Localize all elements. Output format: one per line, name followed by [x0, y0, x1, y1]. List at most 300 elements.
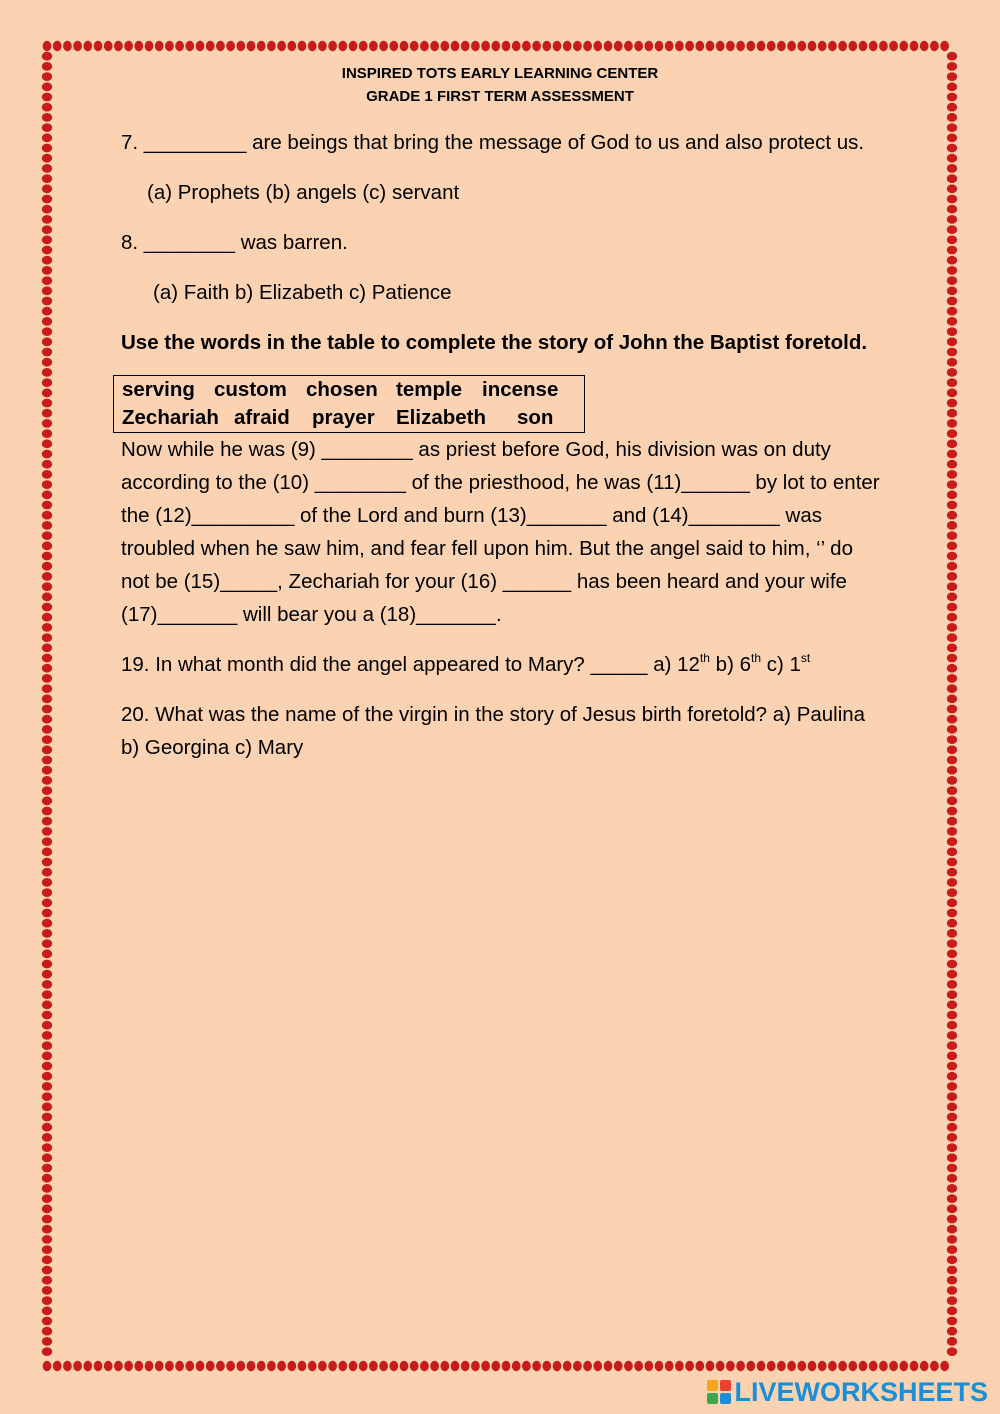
border-bead	[481, 41, 490, 51]
border-bead	[947, 1164, 957, 1173]
border-bead	[216, 41, 225, 51]
border-bead	[42, 113, 52, 122]
border-bead	[930, 41, 939, 51]
border-bead	[42, 990, 52, 999]
border-bead	[42, 450, 52, 459]
word-custom: custom	[214, 378, 287, 401]
border-bead	[947, 429, 957, 438]
border-bead	[947, 960, 957, 969]
word-son: son	[517, 406, 554, 429]
border-bead	[185, 1361, 194, 1371]
border-bead	[947, 286, 957, 295]
border-bead	[42, 868, 52, 877]
school-name: INSPIRED TOTS EARLY LEARNING CENTER	[341, 65, 659, 82]
border-bead	[940, 1361, 949, 1371]
border-bead	[42, 664, 52, 673]
border-bead	[338, 1361, 347, 1371]
border-bead	[42, 603, 52, 612]
border-bead	[947, 888, 957, 897]
border-bead	[328, 41, 337, 51]
instruction-text: Use the words in the table to complete the story of John the Baptist foretold.	[121, 331, 868, 354]
border-bead	[947, 684, 957, 693]
border-bead	[947, 317, 957, 326]
border-bead	[947, 827, 957, 836]
border-bead	[42, 949, 52, 958]
border-bead	[947, 898, 957, 907]
border-bead	[42, 174, 52, 183]
border-bead	[42, 725, 52, 734]
border-bead	[257, 1361, 266, 1371]
border-bead	[42, 1011, 52, 1020]
border-bead	[947, 970, 957, 979]
border-bead	[42, 133, 52, 142]
border-bead	[42, 409, 52, 418]
border-bead	[947, 919, 957, 928]
border-bead	[42, 613, 52, 622]
border-bead	[461, 41, 470, 51]
border-bead	[42, 266, 52, 275]
border-bead	[42, 592, 52, 601]
border-bead	[42, 235, 52, 244]
border-bead	[757, 41, 766, 51]
border-bead	[267, 1361, 276, 1371]
border-bead	[947, 388, 957, 397]
border-bead	[491, 41, 500, 51]
border-bead	[947, 1102, 957, 1111]
border-bead	[947, 592, 957, 601]
border-bead	[947, 246, 957, 255]
border-bead	[947, 490, 957, 499]
border-bead	[726, 41, 735, 51]
border-bead	[573, 41, 582, 51]
border-bead	[522, 41, 531, 51]
border-bead	[124, 1361, 133, 1371]
border-bead	[42, 898, 52, 907]
border-bead	[947, 348, 957, 357]
border-bead	[328, 1361, 337, 1371]
border-bead	[947, 235, 957, 244]
question-20: 20. What was the name of the virgin in the story of Jesus birth foretold? a) Paulina b) Georgina c) Mary	[121, 703, 866, 759]
border-bead	[42, 1031, 52, 1040]
border-bead	[42, 1296, 52, 1305]
border-bead	[42, 970, 52, 979]
border-bead	[42, 1072, 52, 1081]
border-bead	[767, 1361, 776, 1371]
border-bead	[42, 399, 52, 408]
border-bead	[859, 41, 868, 51]
border-bead	[42, 1255, 52, 1264]
word-chosen: chosen	[306, 378, 378, 401]
border-bead	[869, 1361, 878, 1371]
border-bead	[947, 266, 957, 275]
border-bead	[947, 337, 957, 346]
border-bead	[42, 745, 52, 754]
border-bead	[930, 1361, 939, 1371]
liveworksheets-logo-icon	[706, 1379, 732, 1405]
border-bead	[410, 41, 419, 51]
border-bead	[471, 41, 480, 51]
story-passage: Now while he was (9) ________ as priest before God, his division was on duty according to the (10) ________ of the priesthood, he was (11)______ by lot to enter the (12)_________ of the Lord and burn (13)_______ and (14)________ was troubled when he saw him, and fear fell upon him. But the angel said to him, ‘’ do not be (15)_____, Zechariah for your (16) ______ has been heard and your wife (17)_______ will bear you a (18)_______.	[121, 438, 880, 626]
border-bead	[947, 796, 957, 805]
border-bead	[145, 41, 154, 51]
border-bead	[947, 552, 957, 561]
border-bead	[947, 144, 957, 153]
border-bead	[42, 1062, 52, 1071]
border-bead	[42, 817, 52, 826]
border-bead	[828, 1361, 837, 1371]
border-bead	[42, 205, 52, 214]
border-bead	[797, 41, 806, 51]
border-bead	[522, 1361, 531, 1371]
border-bead	[947, 613, 957, 622]
border-bead	[879, 1361, 888, 1371]
border-bead	[42, 276, 52, 285]
border-bead	[512, 41, 521, 51]
border-bead	[42, 1082, 52, 1091]
border-bead	[42, 633, 52, 642]
border-bead	[42, 256, 52, 265]
border-bead	[257, 41, 266, 51]
border-bead	[42, 1204, 52, 1213]
border-bead	[42, 1286, 52, 1295]
word-elizabeth: Elizabeth	[396, 406, 486, 429]
border-bead	[947, 511, 957, 520]
border-bead	[42, 1306, 52, 1315]
border-bead	[42, 307, 52, 316]
border-bead	[947, 276, 957, 285]
border-bead	[947, 1337, 957, 1346]
border-bead	[400, 41, 409, 51]
border-bead	[665, 1361, 674, 1371]
border-bead	[42, 439, 52, 448]
question-7-options: (a) Prophets (b) angels (c) servant	[147, 181, 460, 204]
border-bead	[42, 1133, 52, 1142]
border-bead	[42, 735, 52, 744]
border-bead	[42, 888, 52, 897]
border-bead	[899, 41, 908, 51]
border-bead	[318, 1361, 327, 1371]
border-bead	[947, 399, 957, 408]
border-bead	[947, 378, 957, 387]
border-bead	[42, 1194, 52, 1203]
border-bead	[430, 1361, 439, 1371]
border-bead	[42, 1000, 52, 1009]
border-bead	[42, 1276, 52, 1285]
border-bead	[726, 1361, 735, 1371]
border-bead	[42, 1123, 52, 1132]
border-bead	[73, 1361, 82, 1371]
border-bead	[440, 1361, 449, 1371]
border-bead	[808, 41, 817, 51]
border-bead	[947, 164, 957, 173]
border-bead	[757, 1361, 766, 1371]
border-bead	[947, 572, 957, 581]
border-bead	[910, 1361, 919, 1371]
border-bead	[910, 41, 919, 51]
border-bead	[947, 1123, 957, 1132]
border-bead	[430, 41, 439, 51]
border-bead	[104, 1361, 113, 1371]
border-bead	[42, 184, 52, 193]
border-bead	[947, 1011, 957, 1020]
border-bead	[624, 41, 633, 51]
border-bead	[42, 909, 52, 918]
border-bead	[236, 1361, 245, 1371]
border-bead	[42, 1143, 52, 1152]
word-bank-row-2	[122, 404, 584, 432]
border-bead	[226, 41, 235, 51]
question-8: 8. ________ was barren.	[121, 231, 348, 254]
border-bead	[42, 164, 52, 173]
border-bead	[369, 1361, 378, 1371]
border-bead	[206, 41, 215, 51]
border-bead	[947, 807, 957, 816]
border-bead	[287, 41, 296, 51]
border-bead	[42, 1041, 52, 1050]
border-bead	[43, 1361, 52, 1371]
border-bead	[947, 439, 957, 448]
word-temple: temple	[396, 378, 463, 401]
border-bead	[685, 1361, 694, 1371]
border-bead	[420, 1361, 429, 1371]
border-bead	[947, 1092, 957, 1101]
question-19-text: 19. In what month did the angel appeared to Mary? _____ a) 12	[121, 653, 700, 676]
border-bead	[818, 41, 827, 51]
border-bead	[42, 215, 52, 224]
border-bead	[42, 368, 52, 377]
border-bead	[899, 1361, 908, 1371]
border-bead	[42, 705, 52, 714]
border-bead	[947, 184, 957, 193]
border-bead	[42, 807, 52, 816]
border-bead	[859, 1361, 868, 1371]
border-bead	[471, 1361, 480, 1371]
border-bead	[563, 41, 572, 51]
border-bead	[94, 41, 103, 51]
border-bead	[947, 705, 957, 714]
border-bead	[42, 919, 52, 928]
border-bead	[940, 41, 949, 51]
border-bead	[42, 144, 52, 153]
border-bead	[947, 929, 957, 938]
word-zechariah: Zechariah	[122, 406, 219, 429]
border-bead	[947, 1031, 957, 1040]
word-bank-row-1	[122, 376, 584, 404]
border-bead	[553, 41, 562, 51]
border-bead	[63, 41, 72, 51]
border-bead	[947, 123, 957, 132]
border-bead	[42, 429, 52, 438]
border-bead	[947, 878, 957, 887]
border-bead	[42, 827, 52, 836]
border-bead	[947, 1062, 957, 1071]
border-bead	[947, 205, 957, 214]
border-bead	[746, 41, 755, 51]
border-bead	[216, 1361, 225, 1371]
border-bead	[226, 1361, 235, 1371]
border-bead	[604, 41, 613, 51]
border-bead	[920, 41, 929, 51]
worksheet-content	[121, 126, 881, 764]
border-bead	[420, 41, 429, 51]
border-bead	[267, 41, 276, 51]
border-bead	[42, 715, 52, 724]
border-bead	[889, 41, 898, 51]
border-bead	[532, 1361, 541, 1371]
border-bead	[42, 501, 52, 510]
assessment-title: GRADE 1 FIRST TERM ASSESSMENT	[366, 88, 634, 105]
border-bead	[947, 368, 957, 377]
border-bead	[947, 195, 957, 204]
border-bead	[53, 41, 62, 51]
border-bead	[440, 41, 449, 51]
border-bead	[583, 1361, 592, 1371]
border-bead	[42, 674, 52, 683]
border-bead	[797, 1361, 806, 1371]
border-bead	[42, 1021, 52, 1030]
word-bank-table	[113, 375, 585, 433]
border-bead	[42, 1153, 52, 1162]
border-bead	[42, 796, 52, 805]
border-bead	[247, 1361, 256, 1371]
worksheet-header	[0, 62, 1000, 108]
border-bead	[655, 1361, 664, 1371]
border-bead	[947, 1113, 957, 1122]
border-bead	[675, 1361, 684, 1371]
border-bead	[42, 878, 52, 887]
border-bead	[318, 41, 327, 51]
border-bead	[124, 41, 133, 51]
border-bead	[947, 1266, 957, 1275]
border-bead	[42, 1174, 52, 1183]
border-bead	[879, 41, 888, 51]
border-bead	[42, 1235, 52, 1244]
border-bead	[947, 1051, 957, 1060]
border-bead	[481, 1361, 490, 1371]
border-bead	[308, 1361, 317, 1371]
border-bead	[947, 633, 957, 642]
border-bead	[451, 1361, 460, 1371]
border-bead	[42, 776, 52, 785]
border-bead	[947, 1143, 957, 1152]
border-bead	[42, 1266, 52, 1275]
border-bead	[947, 939, 957, 948]
border-bead	[947, 1184, 957, 1193]
border-bead	[42, 1245, 52, 1254]
border-bead	[947, 1235, 957, 1244]
border-bead	[947, 460, 957, 469]
border-bead	[947, 817, 957, 826]
border-bead	[947, 786, 957, 795]
border-bead	[42, 858, 52, 867]
border-bead	[947, 1245, 957, 1254]
border-bead	[655, 41, 664, 51]
border-bead	[604, 1361, 613, 1371]
border-bead	[947, 1327, 957, 1336]
border-bead	[134, 41, 143, 51]
border-bead	[675, 41, 684, 51]
border-bead	[685, 41, 694, 51]
border-bead	[818, 1361, 827, 1371]
border-bead	[634, 1361, 643, 1371]
border-bead	[777, 41, 786, 51]
border-bead	[114, 41, 123, 51]
border-bead	[42, 419, 52, 428]
border-bead	[947, 1194, 957, 1203]
border-bead	[947, 745, 957, 754]
border-bead	[42, 348, 52, 357]
border-bead	[947, 725, 957, 734]
border-bead	[947, 133, 957, 142]
border-bead	[175, 1361, 184, 1371]
border-bead	[767, 41, 776, 51]
border-bead	[947, 1255, 957, 1264]
border-bead	[947, 776, 957, 785]
border-bead	[947, 858, 957, 867]
border-bead	[947, 450, 957, 459]
liveworksheets-logo[interactable]	[706, 1376, 988, 1408]
border-bead	[947, 1296, 957, 1305]
border-bead	[947, 256, 957, 265]
border-bead	[165, 41, 174, 51]
border-bead	[920, 1361, 929, 1371]
border-bead	[947, 327, 957, 336]
border-bead	[947, 501, 957, 510]
border-bead	[42, 480, 52, 489]
border-bead	[947, 868, 957, 877]
border-bead	[736, 41, 745, 51]
border-bead	[155, 41, 164, 51]
border-bead	[461, 1361, 470, 1371]
border-bead	[43, 41, 52, 51]
border-bead	[42, 195, 52, 204]
border-bead	[593, 1361, 602, 1371]
border-bead	[695, 41, 704, 51]
border-bead	[308, 41, 317, 51]
border-bead	[369, 41, 378, 51]
border-bead	[947, 949, 957, 958]
border-bead	[165, 1361, 174, 1371]
question-19-option-b: b) 6	[709, 653, 752, 676]
border-bead	[42, 960, 52, 969]
border-bead	[947, 1215, 957, 1224]
border-bead	[196, 1361, 205, 1371]
border-bead	[175, 41, 184, 51]
border-bead	[42, 1113, 52, 1122]
border-bead	[947, 174, 957, 183]
border-bead	[869, 41, 878, 51]
border-bead	[42, 511, 52, 520]
border-bead	[947, 623, 957, 632]
border-bead	[42, 552, 52, 561]
border-bead	[42, 654, 52, 663]
border-bead	[502, 41, 511, 51]
border-bead	[573, 1361, 582, 1371]
border-bead	[42, 460, 52, 469]
ordinal-suffix: th	[699, 651, 710, 665]
border-bead	[42, 1164, 52, 1173]
border-bead	[73, 41, 82, 51]
border-bead	[947, 1082, 957, 1091]
border-bead	[389, 41, 398, 51]
word-incense: incense	[482, 378, 559, 401]
border-bead	[42, 643, 52, 652]
border-bead	[53, 1361, 62, 1371]
border-bead	[947, 1317, 957, 1326]
border-bead	[42, 286, 52, 295]
border-bead	[947, 980, 957, 989]
border-bead	[42, 1215, 52, 1224]
